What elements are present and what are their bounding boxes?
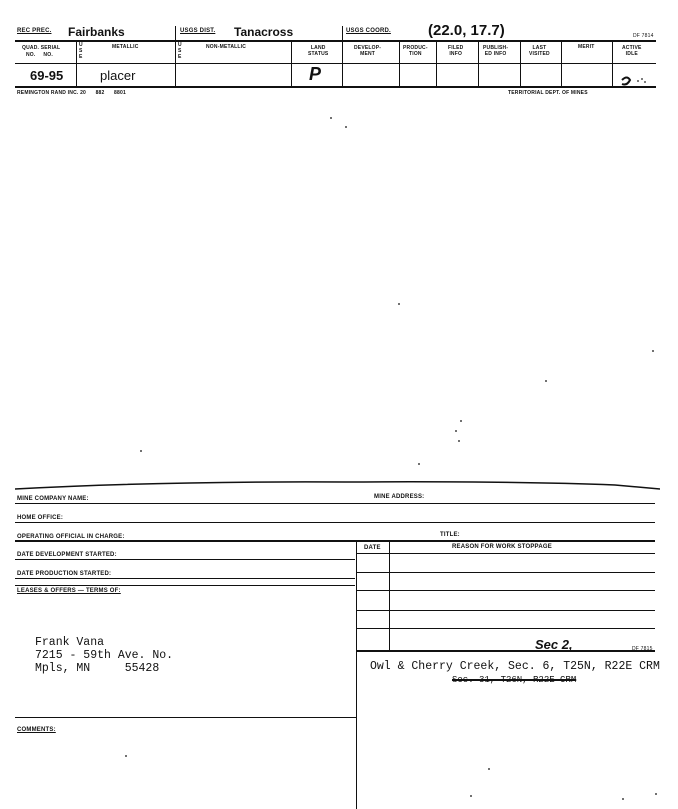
metallic-value: placer [100, 68, 136, 83]
form-number: DF 7814 [633, 33, 654, 39]
date-col-header: DATE [364, 545, 381, 551]
scan-speck [455, 430, 457, 432]
handwritten-sec: Sec 2, [535, 637, 573, 652]
scan-speck [652, 350, 654, 352]
col-no-no: NO. NO. [26, 52, 53, 58]
scan-speck [460, 420, 462, 422]
mine-address-label: MINE ADDRESS: [374, 494, 425, 500]
quad-serial-value: 69-95 [30, 68, 64, 83]
usgs-coord-label: USGS COORD. [346, 28, 391, 34]
title-label: TITLE: [440, 532, 460, 538]
leases-offers-label: LEASES & OFFERS — TERMS OF: [17, 588, 121, 594]
col-quad-serial: QUAD. SERIAL [22, 45, 61, 51]
owner-street: 7215 - 59th Ave. No. [35, 649, 174, 662]
rec-prec-value: Fairbanks [68, 25, 125, 39]
col-non-metallic: NON-METALLIC [206, 44, 247, 50]
col-filed-info: FILED INFO [448, 45, 464, 57]
scan-speck [488, 768, 490, 770]
scan-speck [345, 126, 347, 128]
col-metallic: METALLIC [112, 44, 139, 50]
form-top-border [15, 475, 660, 495]
scan-speck [398, 303, 400, 305]
struck-location: Sec. 31, T26N, R22E CRM [452, 675, 577, 685]
col-last-visited: LAST VISITED [529, 45, 550, 57]
col-active-idle: ACTIVE IDLE [622, 45, 642, 57]
col-production: PRODUC- TION [403, 45, 428, 57]
scan-speck [418, 463, 420, 465]
operating-official-label: OPERATING OFFICIAL IN CHARGE: [17, 534, 125, 540]
col-use-right: U S E [178, 42, 182, 60]
comments-label: COMMENTS: [17, 727, 56, 733]
col-merit: MERIT [578, 44, 595, 50]
card-footer-left: REMINGTON RAND INC. 20 882 8801 [17, 90, 126, 96]
scan-speck [458, 440, 460, 442]
rec-prec-label: REC PREC. [17, 28, 52, 34]
col-use-left: U S E [79, 42, 83, 60]
scan-speck [545, 380, 547, 382]
reason-col-header: REASON FOR WORK STOPPAGE [452, 544, 552, 550]
usgs-dist-value: Tanacross [234, 25, 294, 39]
owner-name: Frank Vana [35, 636, 105, 649]
land-status-mark: P [309, 64, 322, 84]
scan-speck [470, 795, 472, 797]
form-number-2: DF 7815 [632, 646, 653, 652]
mine-company-name-label: MINE COMPANY NAME: [17, 496, 89, 502]
scan-speck [330, 117, 332, 119]
scan-speck [655, 793, 657, 795]
usgs-coord-value: (22.0, 17.7) [428, 22, 505, 39]
card-footer-right: TERRITORIAL DEPT. OF MINES [508, 90, 588, 96]
col-land-status: LAND STATUS [308, 45, 329, 57]
date-production-label: DATE PRODUCTION STARTED: [17, 571, 112, 577]
location-text: Owl & Cherry Creek, Sec. 6, T25N, R22E CRM [370, 660, 660, 673]
usgs-dist-label: USGS DIST. [180, 28, 216, 34]
home-office-label: HOME OFFICE: [17, 515, 64, 521]
scan-speck [125, 755, 127, 757]
date-development-label: DATE DEVELOPMENT STARTED: [17, 552, 117, 558]
active-idle-check-icon [620, 72, 650, 88]
scan-speck [622, 798, 624, 800]
col-development: DEVELOP- MENT [354, 45, 382, 57]
scan-speck [140, 450, 142, 452]
col-published-info: PUBLISH- ED INFO [483, 45, 509, 57]
owner-city: Mpls, MN 55428 [35, 662, 160, 675]
